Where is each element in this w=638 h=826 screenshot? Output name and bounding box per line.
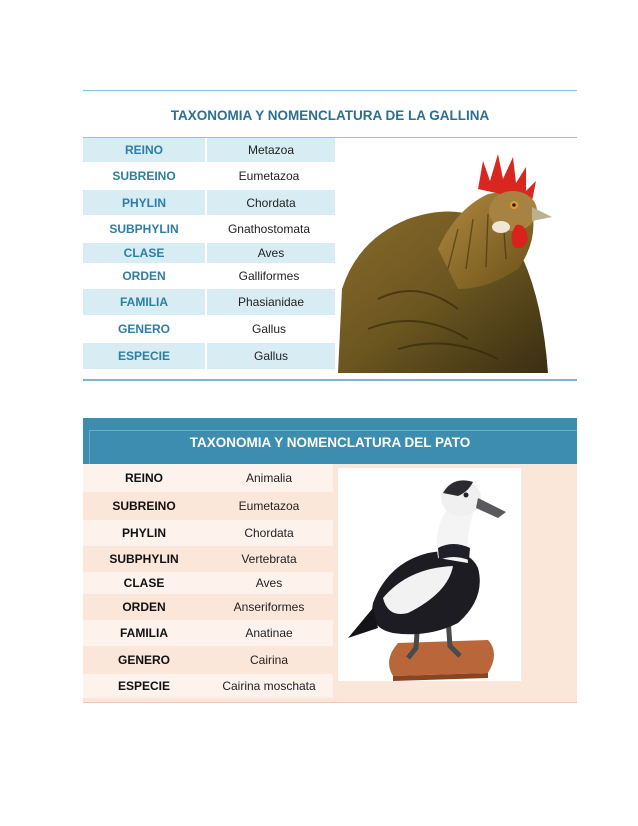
hen-key: CLASE <box>83 243 205 263</box>
hen-row-familia <box>83 289 333 315</box>
hen-value: Phasianidae <box>205 289 335 315</box>
hen-key: ORDEN <box>122 269 166 283</box>
header-inner-border <box>89 430 90 464</box>
duck-key: GENERO <box>117 653 170 667</box>
duck-row-subreino <box>83 492 333 520</box>
hen-photo <box>338 139 575 373</box>
duck-photo <box>338 468 521 681</box>
duck-key: CLASE <box>83 572 205 594</box>
hen-row-reino <box>83 138 333 162</box>
hen-illustration <box>338 139 575 373</box>
duck-row-subphylin <box>83 546 333 572</box>
hen-value: Gallus <box>205 343 335 369</box>
duck-key: ORDEN <box>122 600 166 614</box>
hen-value: Chordata <box>205 190 335 215</box>
hen-key: SUBREINO <box>112 169 176 183</box>
duck-table-bottom-border <box>83 702 577 703</box>
duck-row-familia <box>83 620 333 646</box>
hen-row-especie <box>83 343 333 369</box>
hen-row-subphylin <box>83 215 333 243</box>
duck-key: SUBREINO <box>112 499 176 513</box>
hen-value: Galliformes <box>238 269 300 283</box>
hen-table-title: TAXONOMIA Y NOMENCLATURA DE LA GALLINA <box>83 91 577 138</box>
duck-key: PHYLIN <box>83 520 205 546</box>
hen-value: Aves <box>205 243 335 263</box>
duck-key: SUBPHYLIN <box>109 552 179 566</box>
hen-key: REINO <box>83 138 205 162</box>
duck-row-especie <box>83 674 333 698</box>
hen-row-orden <box>83 263 333 289</box>
duck-table-header <box>83 418 577 464</box>
hen-value: Metazoa <box>205 138 335 162</box>
header-inner-border <box>89 430 577 431</box>
duck-value: Aves <box>205 572 333 594</box>
duck-value: Animalia <box>205 464 333 492</box>
duck-value: Chordata <box>205 520 333 546</box>
duck-row-reino <box>83 464 333 492</box>
duck-table-title: TAXONOMIA Y NOMENCLATURA DEL PATO <box>189 435 471 450</box>
hen-key: FAMILIA <box>83 289 205 315</box>
duck-row-orden <box>83 594 333 620</box>
duck-key: REINO <box>83 464 205 492</box>
duck-value: Eumetazoa <box>238 499 300 513</box>
duck-row-genero <box>83 646 333 674</box>
duck-value: Cairina moschata <box>205 674 333 698</box>
duck-row-clase <box>83 572 333 594</box>
duck-key: ESPECIE <box>83 674 205 698</box>
hen-key: ESPECIE <box>83 343 205 369</box>
duck-value: Cairina <box>249 653 288 667</box>
hen-key: SUBPHYLIN <box>109 222 179 236</box>
hen-value: Gnathostomata <box>227 222 311 236</box>
hen-row-clase <box>83 243 333 263</box>
hen-taxonomy-table <box>83 90 577 381</box>
hen-key: GENERO <box>117 322 170 336</box>
hen-row-subreino <box>83 162 333 190</box>
hen-row-genero <box>83 315 333 343</box>
duck-value: Anseriformes <box>233 600 305 614</box>
hen-value: Eumetazoa <box>238 169 300 183</box>
hen-row-phylin <box>83 190 333 215</box>
duck-row-phylin <box>83 520 333 546</box>
hen-key: PHYLIN <box>83 190 205 215</box>
duck-illustration <box>338 468 521 681</box>
hen-value: Gallus <box>251 322 286 336</box>
duck-value: Anatinae <box>205 620 333 646</box>
duck-key: FAMILIA <box>83 620 205 646</box>
duck-taxonomy-table <box>83 418 577 703</box>
duck-value: Vertebrata <box>241 552 297 566</box>
